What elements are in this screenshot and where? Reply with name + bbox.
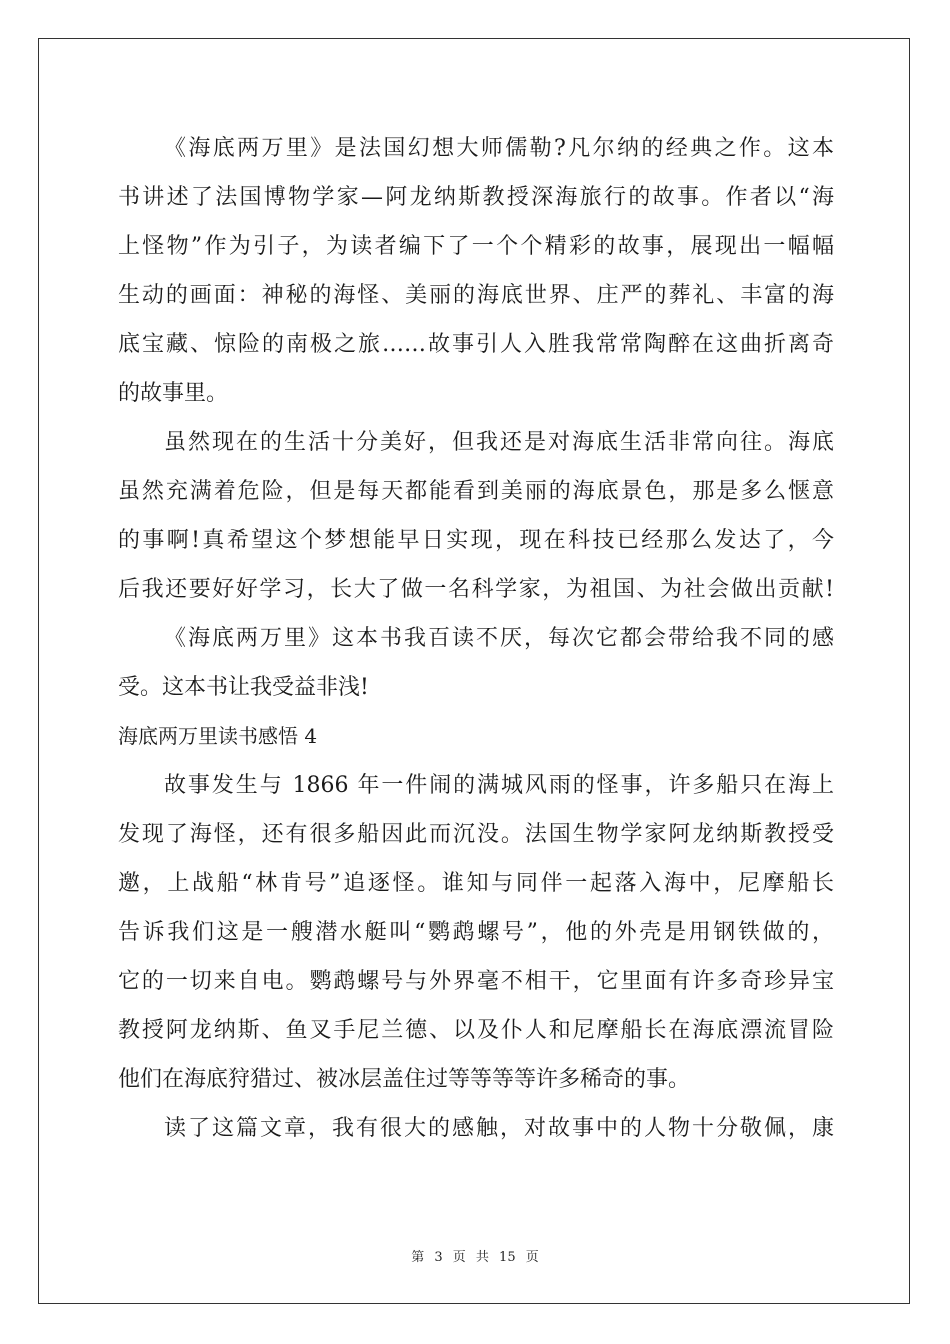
document-body [118,124,834,1153]
paragraph-line: 《海底两万里》这本书我百读不厌，每次它都会带给我不同的感 [164,626,834,651]
paragraph-line: 故事发生与 1866 年一件闹的满城风雨的怪事，许多船只在海上 [164,773,834,798]
paragraph-line: 书讲述了法国博物学家—阿龙纳斯教授深海旅行的故事。作者以“海 [118,185,834,210]
paragraph-line: 读了这篇文章，我有很大的感触，对故事中的人物十分敬佩，康 [164,1116,834,1141]
section-heading: 海底两万里读书感悟 4 [118,724,318,748]
paragraph-line: 告诉我们这是一艘潜水艇叫“鹦鹉螺号”，他的外壳是用钢铁做的， [118,920,834,945]
paragraph-line: 后我还要好好学习，长大了做一名科学家，为祖国、为社会做出贡献! [118,577,834,602]
paragraph-line: 底宝藏、惊险的南极之旅……故事引人入胜我常常陶醉在这曲折离奇 [118,332,834,357]
page-number-footer: 第 3 页 共 15 页 [411,1250,539,1265]
paragraph-line: 虽然现在的生活十分美好，但我还是对海底生活非常向往。海底 [164,430,834,455]
paragraph-line: 《海底两万里》是法国幻想大师儒勒?凡尔纳的经典之作。这本 [164,136,834,161]
paragraph-line: 它的一切来自电。鹦鹉螺号与外界毫不相干，它里面有许多奇珍异宝 [118,969,834,994]
paragraph-line: 上怪物”作为引子，为读者编下了一个个精彩的故事，展现出一幅幅 [118,234,834,259]
paragraph-line: 生动的画面：神秘的海怪、美丽的海底世界、庄严的葬礼、丰富的海 [118,283,834,308]
paragraph-line: 邀，上战船“林肯号”追逐怪。谁知与同伴一起落入海中，尼摩船长 [118,871,834,896]
paragraph-line: 教授阿龙纳斯、鱼叉手尼兰德、以及仆人和尼摩船长在海底漂流冒险 [118,1018,834,1043]
paragraph-line: 虽然充满着危险，但是每天都能看到美丽的海底景色，那是多么惬意 [118,479,834,504]
paragraph-line: 受。这本书让我受益非浅! [118,675,369,700]
paragraph-line: 的故事里。 [118,381,229,406]
paragraph-line: 他们在海底狩猎过、被冰层盖住过等等等等许多稀奇的事。 [118,1067,691,1092]
paragraph-line: 发现了海怪，还有很多船因此而沉没。法国生物学家阿龙纳斯教授受 [118,822,834,847]
paragraph-line: 的事啊!真希望这个梦想能早日实现，现在科技已经那么发达了，今 [118,528,834,553]
